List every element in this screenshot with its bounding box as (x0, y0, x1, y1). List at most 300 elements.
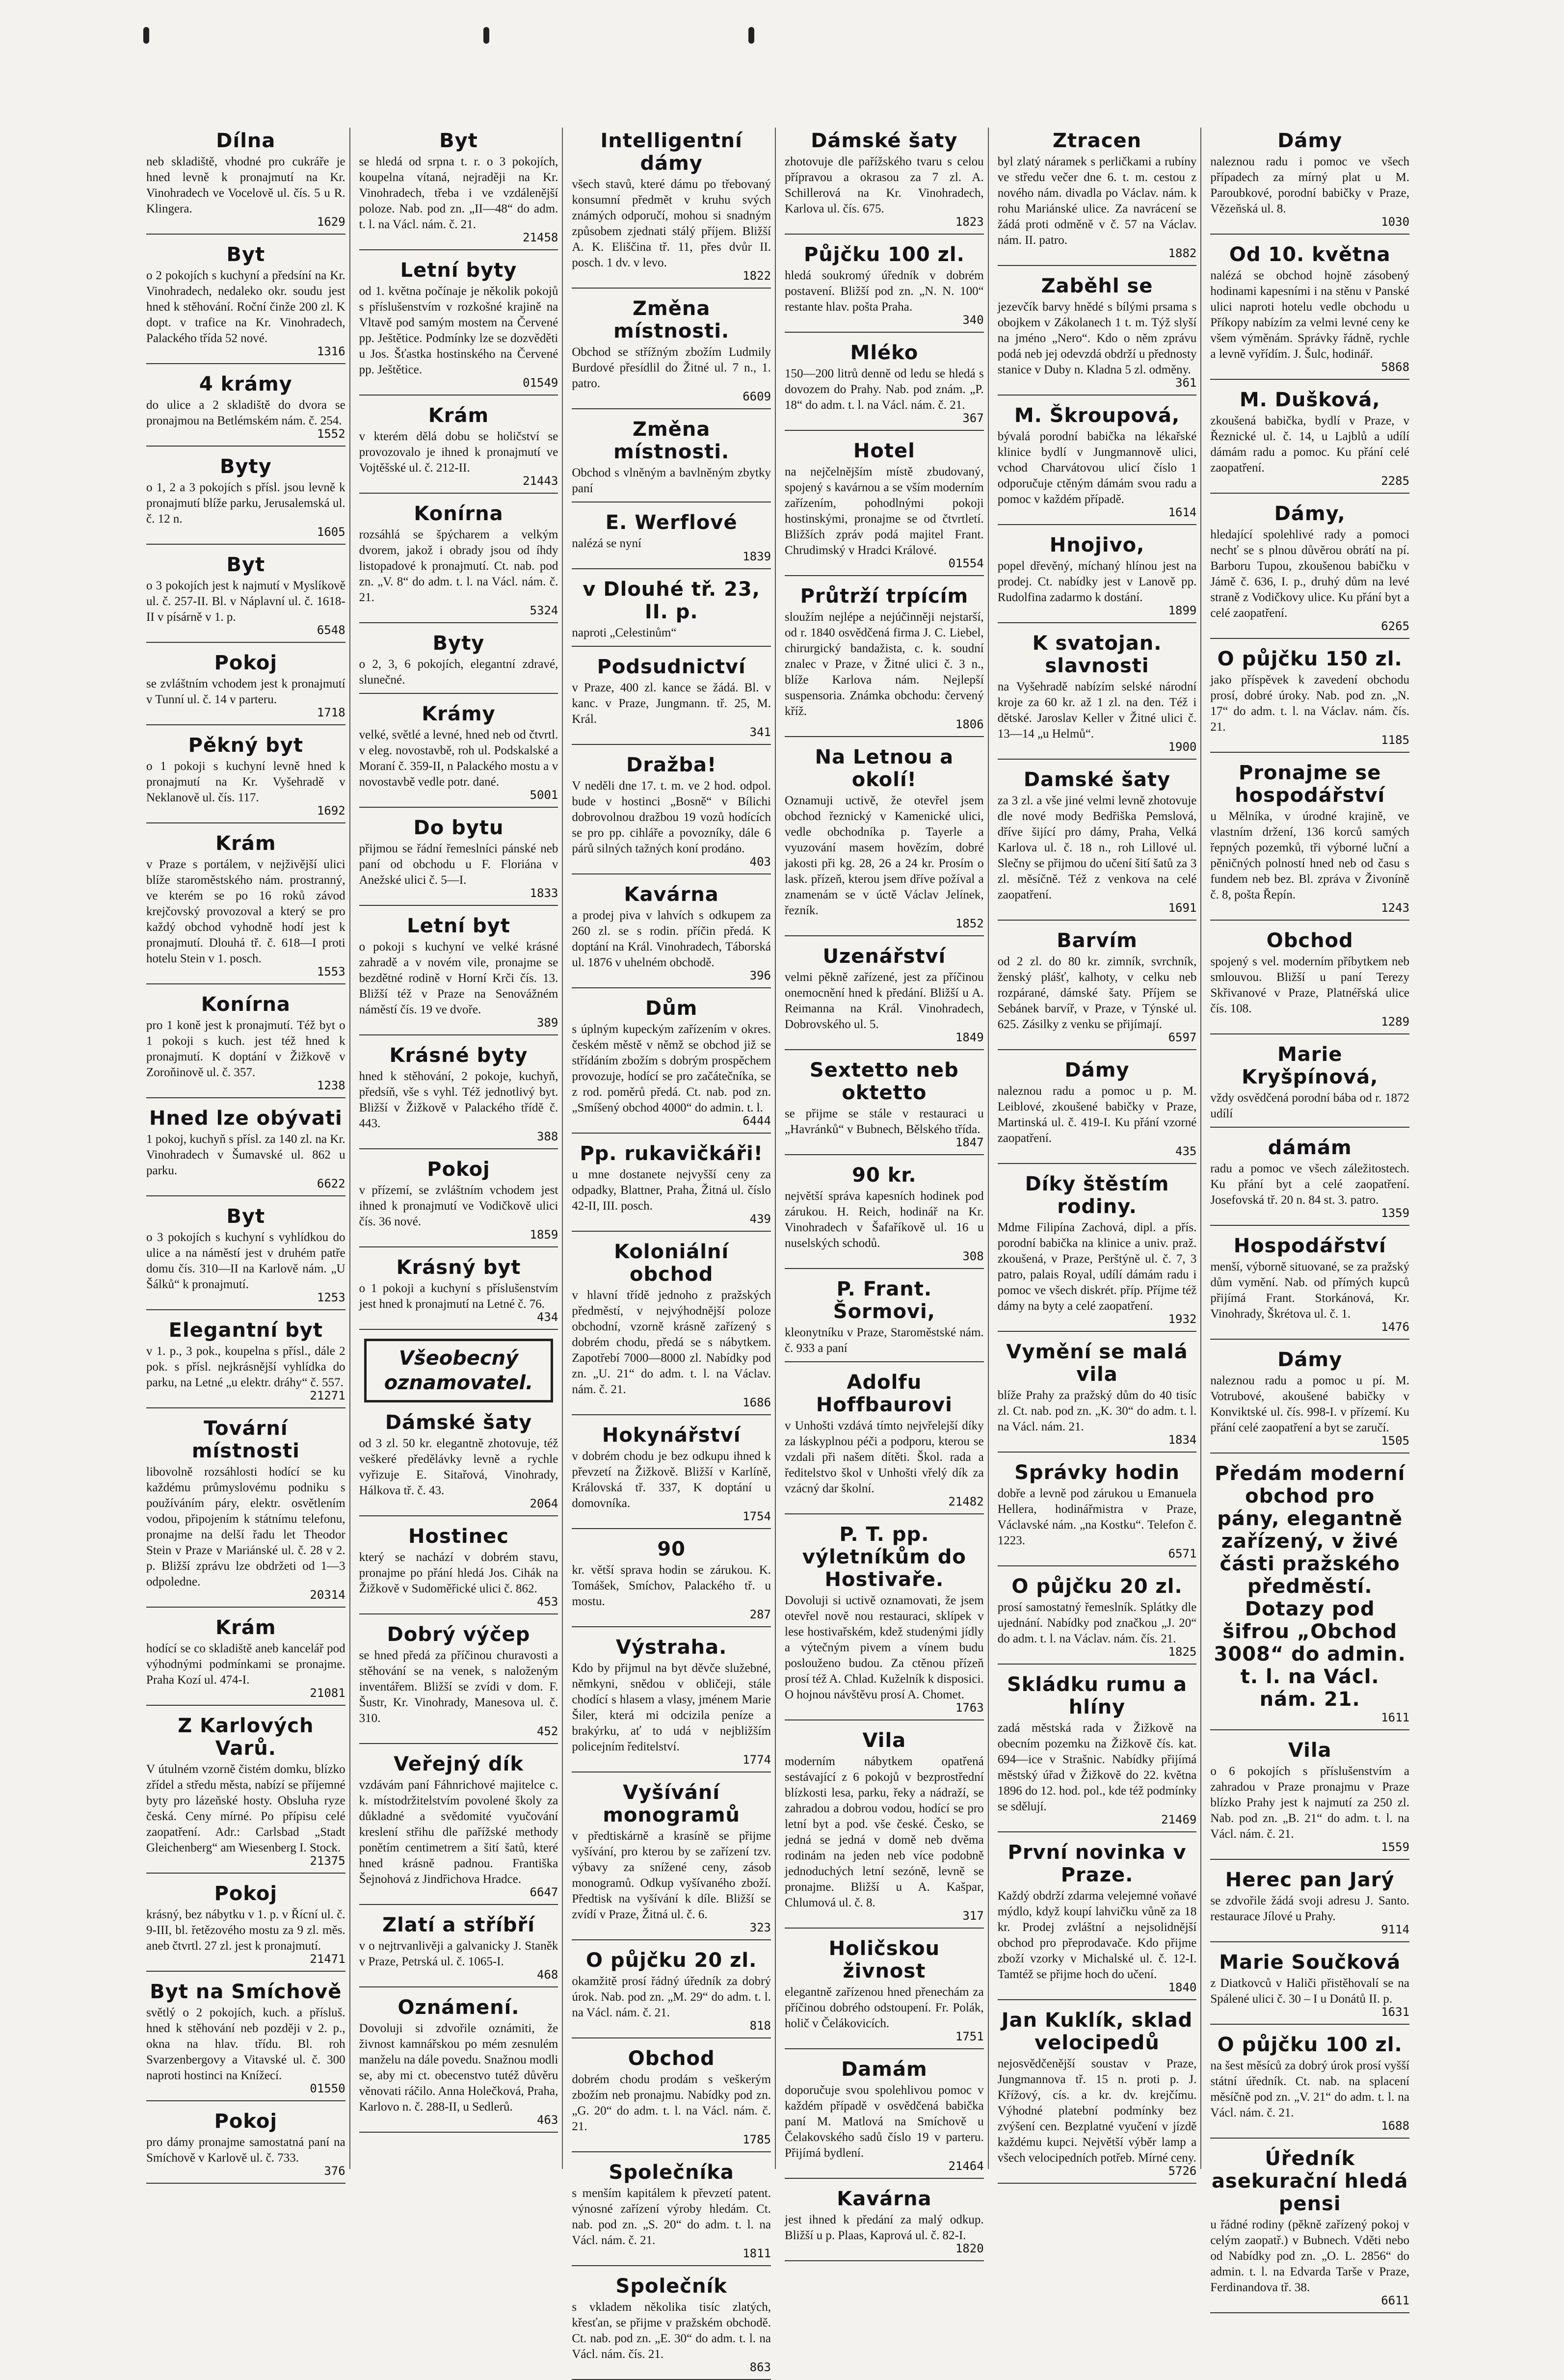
ad-heading: Zaběhl se (1041, 275, 1153, 297)
classified-ad (998, 275, 1197, 396)
ad-number: 1253 (317, 1291, 345, 1304)
ad-text: naleznou radu a pomoc u pí. M. Votrubové, akoušené babičky v Konviktské ul. čís. 998-I. v přízemí. Ku přání celé zaopatření a byt se zaručí. (1210, 1374, 1410, 1434)
ad-number: 6571 (1168, 1547, 1197, 1560)
ad-text: s úplným kupeckým zařízením v okres. českém městě v němž se obchod již se střídáním zbožím s dobrým prospěchem provozuje, hodící se pro začátečníka, se z rod. poměrů předá. Ct. nab. pod zn. „Smíšený obchod 4000“ do admin. t. l. (572, 1023, 771, 1114)
ad-heading: Dámy (1277, 130, 1343, 152)
ad-number: 6597 (1168, 1031, 1197, 1044)
ad-text: jezevčík barvy hnědé s bílými prsama s obojkem v Zákolanech 1 t. m. Týž slyší na jméno „Nero“. Kdo o něm zprávu podá neb jej odevzdá obdrží u přednosty stanice v Duby n. Kladna 5 zl. odměny. (997, 300, 1197, 376)
ad-text: na Vyšehradě nabízím selské národní kroje za 60 kr. až 1 zl. na den. Též i dětské. Jaroslav Keller v Žitné ulici č. 13—14 „u Helmů“. (997, 680, 1197, 740)
ad-heading: Vyšívání monogramů (603, 1781, 740, 1826)
ad-heading: Krám (215, 1616, 276, 1639)
classified-columns (142, 128, 1413, 2374)
ad-number: 1238 (317, 1079, 345, 1092)
ad-heading: Pronajme se hospodářství (1235, 762, 1385, 807)
ad-number: 1833 (530, 886, 558, 900)
ad-text: pro 1 koně jest k pronajmutí. Též byt o 1 pokoji s kuch. jest též hned k pronajmutí. K doptání v Žižkově v Zoroňinově ul. č. 357. (146, 1019, 345, 1079)
classified-ad (572, 297, 771, 409)
ad-number: 21375 (310, 1854, 345, 1868)
ad-text: Kdo by přijmul na byt děvče služebné, němkyni, snědou v obličeji, stále chodící s hlasem a vlasy, jménem Marie Šiler, která mi odcizila peníze a brakýrku, ať to udá v nejbližším policejním ředitelství. (572, 1662, 771, 1753)
ad-text: kr. větší sprava hodin se zárukou. K. Tomášek, Smíchov, Palackého tř. u mostu. (572, 1563, 771, 1608)
classified-ad (785, 945, 984, 1050)
ad-number: 1359 (1381, 1206, 1410, 1220)
classified-ad (146, 1417, 345, 1608)
classified-ad (1210, 2147, 1409, 2313)
classified-ad (359, 1914, 558, 1987)
ad-heading: Marie Součková (1219, 1951, 1401, 1974)
ad-number: 439 (749, 1212, 771, 1226)
ad-heading: Podsudnictví (597, 656, 746, 678)
ad-text: o 1 pokoji s kuchyní levně hned k pronajmutí na Kr. Vyšehradě v Neklanově ul. čís. 117. (146, 760, 345, 804)
ad-number: 340 (962, 313, 984, 327)
section-banner: Všeobecný oznamovatel. (364, 1339, 554, 1402)
ad-number: 1688 (1381, 2119, 1410, 2133)
ad-text: se zdvořile žádá svoji adresu J. Santo. restaurace Jílové u Prahy. (1210, 1894, 1410, 1923)
ad-heading: Pěkný byt (188, 734, 304, 757)
classified-ad (785, 1059, 984, 1155)
classified-ad (998, 929, 1197, 1050)
ad-heading: Pokoj (214, 2110, 278, 2133)
classified-ad (785, 1937, 984, 2049)
ad-number: 1476 (1381, 1320, 1410, 1334)
ad-heading: 90 (657, 1538, 686, 1560)
ad-heading: Hospodářství (1233, 1235, 1386, 1257)
ad-number: 1611 (1381, 1711, 1410, 1724)
ad-text: krásný, bez nábytku v 1. p. v Řícní ul. č. 9-III, bl. řetězového mostu za 9 zl. měs. aneb čtvrtl. 27 zl. jest k pronajmutí. (146, 1908, 345, 1953)
ad-text: o pokoji s kuchyní ve velké krásné zahradě a v novém vile, pronajme se bezdětné rodině v Horní Krči čís. 13. Bližší též v Praze na Senovážném náměstí čís. 19 ve dvoře. (359, 940, 558, 1016)
ad-text: v dobrém chodu je bez odkupu ihned k převzetí na Žižkově. Bližší v Karlíně, Královská tř. 337, K doptání u domovníka. (572, 1450, 771, 1510)
classified-ad (1210, 762, 1409, 921)
classified-ad (359, 1996, 558, 2133)
ad-heading: Na Letnou a okolí! (815, 746, 954, 791)
ad-text: doporučuje svou spolehlivou pomoc v každém případě v osvědčená babička paní M. Matlová na Smíchově u Čelakovského sadů číslo 19 v parteru. Přijímá bydlení. (785, 2084, 984, 2160)
classified-ad (1210, 1869, 1409, 1942)
ad-text: v 1. p., 3 pok., koupelna s přísl., dále 2 pok. s přísl. nejkrásnější vyhlídka do parku, na Letné „u elektr. dráhy“ č. 557. (146, 1345, 345, 1389)
ad-number: 1932 (1168, 1312, 1197, 1326)
ad-heading: Obchod (628, 2047, 715, 2070)
ad-text: v Praze, 400 zl. kance se žádá. Bl. v kanc. v Praze, Jungmann. tř. 25, M. Král. (572, 681, 771, 726)
ad-number: 5868 (1381, 360, 1410, 374)
ad-heading: Holičskou živnost (828, 1937, 940, 1983)
ad-text: kleonytníku v Praze, Staroměstské nám. č. 933 a paní (785, 1326, 984, 1355)
ad-number: 1811 (742, 2247, 771, 2260)
ad-number: 1785 (742, 2133, 771, 2146)
ad-text: o 3 pokojích jest k najmutí v Myslíkově ul. č. 257-II. Bl. v Náplavní ul. č. 1618-II v písárně v 1. p. (146, 579, 345, 624)
ad-number: 1840 (1168, 1981, 1197, 1994)
ad-number: 1030 (1381, 215, 1410, 229)
ad-text: vždy osvědčená porodní bába od r. 1872 udílí (1210, 1091, 1410, 1120)
classified-ad (572, 2275, 771, 2380)
ad-number: 6609 (742, 390, 771, 403)
ad-number: 323 (749, 1921, 771, 1934)
classified-ad (785, 243, 984, 333)
ad-number: 5324 (530, 604, 558, 617)
classified-ad (785, 746, 984, 936)
ad-heading: Veřejný dík (394, 1753, 524, 1775)
ad-text: elegantně zařízenou hned přenechám za příčinou dobrého odstoupení. Fr. Polák, holič v Čelákovicích. (785, 1985, 984, 2030)
ad-text: u řádné rodiny (pěkně zařízený pokoj v celým zaopatř.) v Bubnech. Vděti nebo od Nabídky pod zn. „O. L. 2856“ do admin. t. l. na Edvarda Tarše v Praze, Ferdinandova tř. 38. (1210, 2218, 1410, 2294)
classified-ad (785, 2188, 984, 2261)
classified-ad (572, 2161, 771, 2266)
ad-number: 403 (749, 855, 771, 869)
classified-ad (998, 632, 1197, 760)
ad-heading: Krám (428, 404, 489, 427)
ad-heading: 90 kr. (852, 1164, 917, 1187)
ad-heading: Byt (439, 130, 478, 152)
classified-ad (1210, 389, 1409, 494)
ad-heading: Hotel (853, 440, 915, 462)
classified-ad (998, 1341, 1197, 1453)
ad-text: se zvláštním vchodem jest k pronajmutí v Tunní ul. č. 14 v parteru. (146, 677, 345, 706)
ad-text: za 3 zl. a vše jiné velmi levně zhotovuje dle nové mody Bedřiška Pemslová, dříve šijící pro dámy, Praha, Velká Karlova ul. č. 18 n., roh Lillové ul. Slečny se přijmou do učení šití šatů za 3 zl. měsíčně. Též z venkova na celé zaopatření. (997, 794, 1197, 901)
ad-text: od 2 zl. do 80 kr. zimník, svrchník, ženský plášť, kalhoty, v celku neb rozpárané, dámské šaty. Příjem se Sebánek barvíř, v Praze, v Týnské ul. 625. Zásilky z venku se přijímají. (997, 955, 1197, 1031)
classified-ad (146, 832, 345, 984)
ad-number: 317 (962, 1909, 984, 1923)
ad-heading: Intelligentní dámy (600, 130, 742, 175)
ad-text: do ulice a 2 skladiště do dvora se pronajmou na Betlémském nám. č. 254. (146, 398, 345, 427)
ad-text: Obchod s vlněným a bavlněným zbytky paní (572, 466, 771, 495)
ad-heading: Konírna (201, 993, 291, 1016)
ad-heading: Barvím (1057, 929, 1138, 952)
classified-ad (146, 1205, 345, 1310)
ad-number: 1691 (1168, 901, 1197, 915)
classified-ad (998, 1575, 1197, 1665)
ad-heading: Z Karlových Varů. (178, 1715, 314, 1760)
ad-text: od 1. května počínaje je několik pokojů s příslušenstvím v rozkošné krajině na Vltavě pod samým mostem na Červené pp. Ještětice. Podmínky lze se dozvěděti u Jos. Šťastka hostinského na Červené pp. Ještětice. (359, 285, 558, 376)
classified-ad (359, 259, 558, 396)
classified-ad (359, 632, 558, 694)
ad-number: 1849 (955, 1031, 984, 1044)
ad-text: v Unhošti vzdává tímto nejvřelejší díky za láskyplnou péči a podporu, kterou se vzdali při našem dítěti. Škol. rada a ředitelstvo škol v Unhošti vřelý dík za vzácný dar školní. (785, 1419, 984, 1495)
classified-ad (998, 1841, 1197, 2000)
ad-heading: O půjčku 20 zl. (1011, 1575, 1183, 1598)
ad-text: menší, výborně situované, se za pražský dům vymění. Nab. od přímých kupců přijímá Frant. Storkánová, Kr. Vinohrady, Škrétova ul. č. 1. (1210, 1260, 1410, 1321)
ad-heading: Správky hodin (1014, 1461, 1180, 1484)
ad-heading: Sextetto neb oktetto (809, 1059, 959, 1104)
ad-text: u mne dostanete nejvyšší ceny za odpadky, Blattner, Praha, Žitná ul. číslo 42-II, III. posch. (572, 1168, 771, 1213)
ad-heading: O půjčku 100 zl. (1217, 2034, 1403, 2056)
ad-text: prosí samostatný řemeslník. Splátky dle ujednání. Nabídky pod značkou „J. 20“ do adm. t. l. na Václav. nám. čís. 21. (997, 1601, 1197, 1645)
classified-ad (359, 404, 558, 494)
margin-mark (748, 27, 754, 44)
ad-number: 1806 (955, 717, 984, 731)
ad-number: 5001 (530, 788, 558, 802)
ad-heading: Dobrý výčep (387, 1623, 530, 1646)
ad-number: 388 (536, 1130, 558, 1143)
column-3 (568, 128, 776, 2374)
ad-text: naleznou radu a pomoc u p. M. Leiblové, zkoušené babičky v Praze, Martinská ul. č. 419-I. Ku přání vzorné zaopatření. (997, 1084, 1197, 1145)
classified-ad (359, 1525, 558, 1614)
ad-number: 20314 (310, 1588, 345, 1602)
classified-ad (1210, 929, 1409, 1034)
ad-heading: Pokoj (214, 1882, 278, 1905)
ad-heading: Byt (226, 554, 265, 576)
ad-text: v kterém dělá dobu se holičství se provozovalo je ihned k pronajmutí ve Vojtěšské ul. č. 212-II. (359, 430, 558, 475)
ad-number: 396 (749, 969, 771, 982)
ad-number: 453 (536, 1595, 558, 1609)
ad-number: 6265 (1381, 619, 1410, 633)
ad-heading: K svatojan. slavnosti (1032, 632, 1162, 677)
ad-heading: Byty (219, 455, 272, 478)
classified-ad (572, 754, 771, 874)
ad-heading: Krásné byty (389, 1044, 528, 1067)
ad-text: hned k stěhování, 2 pokoje, kuchyň, předsíň, vše s vyhl. Též jednotlivý byt. Bližší v Žižkově v Palackého třídě č. 443. (359, 1070, 558, 1130)
ad-text: Dovoluji si zdvořile oznámiti, že živnost kamnářskou po mém zesnulém manželu na dále povedu. Snažnou modli se, aby mi ct. obecenstvo tutéž důvěru věnovati ráčilo. Anna Holečková, Praha, Karlovo n. č. 288-II, u Sedlerů. (359, 2022, 558, 2114)
classified-ad (1210, 1739, 1409, 1860)
ad-heading: Ztracen (1052, 130, 1142, 152)
classified-ad (572, 1424, 771, 1529)
classified-ad (785, 1371, 984, 1514)
ad-text: s vkladem několika tisíc zlatých, křesťan, se přijme v pražském obchodě. Ct. nab. pod zn. „E. 30“ do adm. t. l. na Václ. nám. čís. 21. (572, 2301, 771, 2361)
ad-text: jest ihned k předání za malý odkup. Bližší u p. Plaas, Kaprová ul. č. 82-I. (785, 2213, 984, 2242)
ad-text: bývalá porodní babička na lékařské klinice bydlí v Jungmannově ulici, vchod Charvátovou ulicí číslo 1 odporučuje ctěným dámám svou radu a pomoc v každém případě. (997, 430, 1197, 506)
ad-number: 1243 (1381, 901, 1410, 915)
ad-number: 1605 (317, 525, 345, 539)
ad-number: 6548 (317, 623, 345, 637)
ad-heading: Oznámení. (398, 1996, 520, 2019)
classified-ad (572, 1538, 771, 1627)
ad-heading: Tovární místnosti (191, 1417, 300, 1462)
ad-text: na šest měsíců za dobrý úrok prosí vyšší státní úředník. Ct. nab. na splacení měsíčně pod zn. „V. 21“ do adm. t. l. na Václ. nám. č. 21. (1210, 2059, 1410, 2119)
classified-ad (146, 652, 345, 725)
ad-text: popel dřevěný, míchaný hlínou jest na prodej. Ct. nabídky jest v Lanově pp. Rudolfina zadarmo k dostání. (997, 559, 1197, 604)
ad-number: 1559 (1381, 1840, 1410, 1854)
ad-text: V neděli dne 17. t. m. ve 2 hod. odpol. bude v hostinci „Bosně“ v Bílichi dobrovolnou dražbou 19 vozů hodících se pro pp. cihláře a povozníky, dále 6 párů silných tažných koní prodáno. (572, 779, 771, 855)
ad-text: velmi pěkně zařízené, jest za příčinou onemocnění hned k předání. Bližší u A. Reimanna na Král. Vinohradech, Dobrovského ul. 5. (785, 971, 984, 1031)
ad-number: 5726 (1168, 2164, 1197, 2178)
classified-ad (359, 1623, 558, 1744)
ad-number: 1852 (955, 917, 984, 930)
ad-heading: Kavárna (837, 2188, 932, 2210)
ad-text: přijmou se řádní řemeslníci pánské neb paní od obchodu u F. Floriána v Anežské ulici č. 5—I. (359, 842, 558, 887)
ad-text: o 6 pokojích s příslušenstvím a zahradou v Praze pronajmu v Praze blízko Prahy jest k najmutí za 250 zl. Nab. pod zn. „B. 21“ do adm. t. l. na Václ. nám. č. 21. (1210, 1765, 1410, 1841)
ad-text: sloužím nejlépe a nejúčinněji nejstarší, od r. 1840 osvědčená firma J. C. Liebel, chirurgický bandažista, c. k. soudní znalec v Praze, v Žitné ulici č. 3 n., blíže Karlova nám. Nejlepší suspensoria. Známka obchodu: červený kříž. (785, 610, 984, 718)
margin-mark (143, 27, 149, 44)
classified-ad (1210, 243, 1409, 380)
ad-text: v předtiskárně a krasíně se přijme vyšívání, pro kterou by se zařízení tzv. výbavy za snížené ceny, zásob monogramů. Odkup vyšívaného zboží. Předtisk na vyšívání k díle. Bližší se zvídí v Praze, Žitná ul. č. 6. (572, 1829, 771, 1921)
classified-ad (359, 817, 558, 906)
ad-text: naproti „Celestinům“ (572, 626, 677, 639)
classified-ad (1210, 1043, 1409, 1128)
column-2 (355, 128, 563, 2169)
ad-number: 435 (1175, 1144, 1197, 1158)
classified-ad (785, 440, 984, 576)
ad-number: 1552 (317, 427, 345, 441)
classified-ad (1210, 648, 1409, 753)
ad-text: vzdávám paní Fáhnrichové majitelce c. k. místodržitelstvím povolené školy za důkladné a svědomité vyučování kreslení střihu dle pařížské methody ponětím centimetrem a šití šatů, které hned krásně padnou. Františka Šejnohová z Jindřichova Hradce. (359, 1778, 558, 1886)
ad-number: 6444 (742, 1114, 771, 1128)
ad-heading: P. Frant. Šormovi, (833, 1278, 935, 1323)
classified-ad (1210, 1137, 1409, 1226)
classified-ad (359, 1256, 558, 1330)
ad-heading: Hnojivo, (1049, 534, 1145, 556)
classified-ad (785, 130, 984, 235)
ad-heading: Byty (432, 632, 485, 655)
ad-text: Dovoluji si uctivě oznamovati, že jsem otevřel nově nou restauraci, sklípek v lese hostivařském, kdež studenými jídly a výtečným pivem a vínem budu poslouženo budou. Za ctěnou přízeň prosí též A. Chlad. Kuželník k disposici. O hojnou návštěvu prosí A. Chomet. (785, 1594, 984, 1701)
ad-number: 21081 (310, 1686, 345, 1700)
classified-ad (146, 1882, 345, 1972)
ad-number: 463 (536, 2113, 558, 2127)
ad-number: 01554 (948, 556, 984, 570)
ad-heading: Konírna (414, 502, 504, 525)
ad-text: z Diatkovců v Haliči přistěhovalí se na Spálené ulici č. 30 – I u Donátů II. p. (1210, 1977, 1410, 2006)
ad-number: 1751 (955, 2030, 984, 2043)
ad-heading: Společníka (609, 2161, 734, 2184)
ad-number: 1692 (317, 804, 345, 818)
classified-ad (1210, 502, 1409, 639)
classified-ad (572, 578, 771, 647)
ad-heading: Dámy (1064, 1059, 1130, 1082)
ad-text: v přízemí, se zvláštním vchodem jest ihned k pronajmutí ve Vodičkově ulici čís. 36 nové. (359, 1184, 558, 1228)
ad-text: velké, světlé a levné, hned neb od čtvrtl. v eleg. novostavbě, roh ul. Podskalské a Moraní č. 359-II, n Palackého mostu a v novostavbě vedle potr. dané. (359, 728, 558, 789)
ad-text: všech stavů, které dámu po třebovaný konsumní předmět v kruhu svých známých odporučí, mohou si snadným způsobem zjednati stálý příjem. Bližší A. K. Eliščina tř. 11, přes dvůr II. posch. 1 dv. v levo. (572, 178, 771, 269)
ad-number: 2064 (530, 1497, 558, 1510)
ad-number: 818 (749, 2019, 771, 2033)
ad-heading: Obchod (1266, 929, 1353, 952)
classified-ad (998, 534, 1197, 623)
classified-ad (146, 455, 345, 545)
column-6 (1206, 128, 1413, 2307)
ad-text: od 3 zl. 50 kr. elegantně zhotovuje, též veškeré předělávky levně a rychle vyřizuje E. Sitařová, Vinohrady, Hálkova tř. č. 43. (359, 1437, 558, 1497)
classified-ad (146, 1715, 345, 1874)
ad-text: v Praze s portálem, v nejživější ulici blíže staroměstského nám. prostranný, ve kterém se po 16 roků závod krejčovský provozoval a který se pro každý obchod vyhodně hodí jest k pronajmutí. Dlouhá tř. č. 618—I proti hotelu Stein v 1. posch. (146, 858, 345, 965)
ad-heading: P. T. pp. výletníkům do Hostivaře. (802, 1523, 966, 1591)
ad-number: 1820 (955, 2242, 984, 2255)
ad-text: hledá soukromý úředník v dobrém postavení. Bližší pod zn. „N. N. 100“ restante hlav. pošta Praha. (785, 269, 984, 314)
ad-number: 21482 (948, 1495, 984, 1508)
ad-number: 367 (962, 411, 984, 425)
classified-ad (572, 656, 771, 745)
ad-heading: Dámské šaty (385, 1411, 532, 1434)
ad-text: 150—200 litrů denně od ledu se hledá s dovozem do Prahy. Nab. pod znám. „P. 18“ do adm. t. l. na Václ. nám. č. 21. (785, 367, 984, 412)
ad-number: 1754 (742, 1509, 771, 1523)
ad-text: na nejčelnějším místě zbudovaný, spojený s kavárnou a se vším moderním zařízením, pohodlnými pokoji hostinskými, pronajme se od čtvrtletí. Bližších zpráv podá majitel Frant. Chrudimský v Hradci Králové. (785, 465, 984, 557)
ad-text: okamžitě prosí řádný úředník za dobrý úrok. Nab. pod zn. „M. 29“ do adm. t. l. na Václ. nám. č. 21. (572, 1975, 771, 2019)
ad-heading: Letní byt (407, 915, 510, 937)
ad-text: zhotovuje dle pařížského tvaru s celou přípravou a okrasou za 7 zl. A. Schillerová na Kr. Vinohradech, Karlova ul. čís. 675. (785, 155, 984, 215)
ad-number: 2285 (1381, 474, 1410, 488)
ad-number: 389 (536, 1016, 558, 1030)
classified-ad (359, 1158, 558, 1247)
ad-heading: Krám (215, 832, 276, 855)
ad-text: Obchod se střížným zbožím Ludmily Burdové přesídlil do Žitné ul. 7 n., 1. patro. (572, 345, 771, 390)
ad-number: 468 (536, 1968, 558, 1982)
ad-number: 21458 (523, 231, 558, 244)
ad-heading: dámám (1268, 1137, 1352, 1159)
classified-ad (572, 511, 771, 569)
classified-ad (998, 1461, 1197, 1566)
ad-text: pro dámy pronajme samostatná paní na Smíchově v Karlově ul. č. 733. (146, 2136, 345, 2165)
ad-text: v o nejtrvanlivěji a galvanicky J. Staněk v Praze, Petrská ul. č. 1065-I. (359, 1939, 558, 1968)
ad-number: 1614 (1168, 505, 1197, 519)
ad-heading: Damské šaty (1023, 768, 1171, 791)
classified-ad (572, 1636, 771, 1772)
ad-heading: Půjčku 100 zl. (803, 243, 965, 266)
ad-heading: První novinka v Praze. (1007, 1841, 1187, 1886)
ad-text: moderním nábytkem opatřená sestávající z 6 pokojů v bezprostřední blízkosti lesa, parku, řeky a nádraží, se zahradou a dobrou vodou, hodící se pro letní byt a pod. vše české. Česko, se jedná se jedná v domě neb dvěma rodinám na jeden neb více podobně jednoduchých letní sezóně, levně se pronajme. Bližší u A. Kašpar, Chlumová ul. č. 8. (785, 1755, 984, 1909)
ad-heading: Adolfu Hoffbaurovi (816, 1371, 953, 1416)
ad-heading: Do bytu (413, 817, 504, 839)
ad-number: 1718 (317, 706, 345, 719)
ad-heading: Dámské šaty (811, 130, 958, 152)
ad-heading: Krámy (422, 703, 496, 725)
ad-text: Každý obdrží zdarma velejemné voňavé mýdlo, když koupí lahvičku vůně za 18 kr. Prodej zvláštní a nejsolidnější obchod pro přeprodavače. Kdo přijme zboží vzorky v Michalské ul. č. 12-I. Tamtéž se přijme hoch do učení. (997, 1889, 1197, 1981)
classified-ad (572, 130, 771, 289)
classified-ad (572, 1949, 771, 2038)
ad-number: 21271 (310, 1389, 345, 1402)
ad-text: zadá městská rada v Žižkově na obecním pozemku na Žižkově čís. kat. 694—ice v Strašnic. Nabídky přijímá městský úřad v Žižkově do 22. května 1896 do 12. hod. pol., kde též podmínky se sdělují. (997, 1721, 1197, 1813)
ad-text: s menším kapitálem k převzetí patent. výnosné zařízení výroby hledám. Ct. nab. pod zn. „S. 20“ do adm. t. l. na Václ. nám. č. 21. (572, 2187, 771, 2247)
ad-text: a prodej piva v lahvích s odkupem za 260 zl. se s rodin. příčin předá. K doptání na Král. Vinohradech, Táborská ul. 1876 v uhelném obchodě. (572, 909, 771, 969)
ad-text: v hlavní třídě jednoho z pražských předměstí, v nejvýhodnější poloze obchodní, vzorně krásně zařízený s dobrém chodu, předá se s nábytkem. Zapotřebí 7000—8000 zl. Nabídky pod zn. „U. 21“ do adm. t. l. na Václav. nám. č. 21. (572, 1289, 771, 1396)
ad-heading: Hokynářství (602, 1424, 741, 1447)
ad-heading: Marie Kryšpínová, (1242, 1043, 1378, 1088)
ad-heading: Společník (615, 2275, 727, 2298)
ad-number: 6611 (1381, 2294, 1410, 2307)
column-5 (994, 128, 1202, 2178)
ad-heading: M. Škroupová, (1014, 404, 1180, 427)
classified-ad (146, 130, 345, 235)
ad-number: 1900 (1168, 740, 1197, 754)
ad-number: 9114 (1381, 1923, 1410, 1936)
ad-text: Mdme Filipína Zachová, dipl. a přís. porodní babička na klinice a univ. praž. zkoušená, v Praze, Perštýně ul. č. 7, 3 patro, palais Royal, udílí dámám radu i pomoc ve všech diskrét. příp. Příjme též dámy na byty a celé zaopatření. (997, 1221, 1197, 1313)
ad-text: o 3 pokojích s kuchyní s vyhlídkou do ulice a na náměstí jest v druhém patře domu čís. 310—II na Karlově nám. „U Šálků“ k pronajmutí. (146, 1231, 345, 1291)
classified-ad (359, 502, 558, 623)
ad-text: spojený s vel. moderním příbytkem neb smlouvou. Bližší u paní Terezy Skřivanové v Praze, Platnéřská ulice čís. 108. (1210, 955, 1410, 1015)
ad-text: se hned předá za příčinou churavosti a stěhování se na venek, s naloženým inventářem. Bližší se zvídi v dom. F. Šustr, Kr. Vinohrady, Manesova ul. č. 310. (359, 1649, 558, 1725)
column-1 (142, 128, 350, 2178)
ad-heading: Uzenářství (822, 945, 946, 968)
ad-text: se hledá od srpna t. r. o 3 pokojích, koupelna vítaná, nejraději na Kr. Vinohradech, třeba i ve vzdálenější poloze. Nab. pod zn. „II—48“ do adm. t. l. na Václ. nám. č. 21. (359, 155, 558, 231)
ad-text: neb skladiště, vhodné pro cukráře je hned levně k pronajmutí na Kr. Vinohradech ve Vocelově ul. čís. 5 u R. Klingera. (146, 155, 345, 215)
classified-ad (359, 1411, 558, 1516)
ad-text: Oznamuji uctivě, že otevřel jsem obchod řeznický v Kamenické ulici, vedle obchodníka p. Tayerle a vyuzování masem hovězím, dobré jakosti při kg. 28, 26 a 24 kr. Prosím o lask. přízeň, kterou jsem dříve požíval a znamenám se v úctě Václav Jelínek, řezník. (785, 794, 984, 917)
ad-text: nalézá se nyní (572, 537, 641, 550)
ad-number: 1763 (955, 1701, 984, 1715)
ad-text: libovolně rozsáhlosti hodící se ku každému průmyslovému podniku s používáním páry, elektr. osvětlením vodou, připojením k státnímu telefonu, pronajme na delší řadu let Theodor Stein v Praze v Mariánské ul. č. 28 v 2. p. Bližší zprávu lze obdržeti od 1—3 odpoledne. (146, 1465, 345, 1588)
ad-number: 1839 (742, 550, 771, 563)
ad-heading: O půjčku 150 zl. (1217, 648, 1403, 670)
ad-number: 1629 (317, 215, 345, 229)
ad-text: o 1 pokoji a kuchyní s příslušenstvím jest hned k pronajmutí na Letné č. 76. (359, 1282, 558, 1311)
ad-number: 21464 (948, 2159, 984, 2173)
classified-ad (785, 1729, 984, 1929)
ad-number: 1553 (317, 965, 345, 978)
ad-heading: Elegantní byt (168, 1319, 323, 1342)
ad-heading: Dílna (216, 130, 276, 152)
ad-text: naleznou radu i pomoc ve všech případech za mírný plat u M. Paroubkové, porodní babičky v Praze, Vězeňská ul. 8. (1210, 155, 1410, 215)
ad-text: zkoušená babička, bydlí v Praze, v Řeznické ul. č. 14, u Lajblů a udílí dámám radu a pomoc. Ku přání celé zaopatření. (1210, 414, 1410, 475)
ad-heading: Dražba! (626, 754, 717, 776)
ad-text: dobře a levně pod zárukou u Emanuela Hellera, hodinářmistra v Praze, Václavské nám. „na Kostku“. Telefon č. 1223. (997, 1487, 1197, 1547)
ad-number: 01549 (523, 376, 558, 390)
ad-text: rozsáhlá se špýcharem a velkým dvorem, jakož i obrady jsou od íhdy listopadové k pronajmutí. Ct. nab. pod zn. „V. 8“ do adm. t. l. na Václ. nám. č. 21. (359, 528, 558, 604)
classified-ad (998, 768, 1197, 921)
ad-heading: Byt (226, 1205, 265, 1228)
ad-text: o 2, 3, 6 pokojích, elegantní zdravé, slunečné. (359, 658, 558, 687)
classified-ad (785, 1523, 984, 1720)
ad-number: 341 (749, 725, 771, 739)
ad-number: 452 (536, 1724, 558, 1738)
ad-number: 1823 (955, 215, 984, 229)
classified-ad (998, 404, 1197, 525)
ad-number: 1316 (317, 344, 345, 358)
ad-heading: Vila (1288, 1739, 1332, 1762)
ad-heading: Herec pan Jarý (1225, 1869, 1395, 1891)
ad-heading: Koloniální obchod (614, 1241, 729, 1286)
ad-heading: Byt (226, 243, 265, 266)
ad-text: o 1, 2 a 3 pokojích s přísl. jsou levně k pronajmutí blíže parku, Jerusalemská ul. č. 12 n. (146, 481, 345, 526)
ad-text: jako příspěvek k zavedení obchodu prosí, dobré úroky. Nab. pod zn. „N. 17“ do adm. t. l. na Václav. nám. čís. 21. (1210, 673, 1410, 734)
